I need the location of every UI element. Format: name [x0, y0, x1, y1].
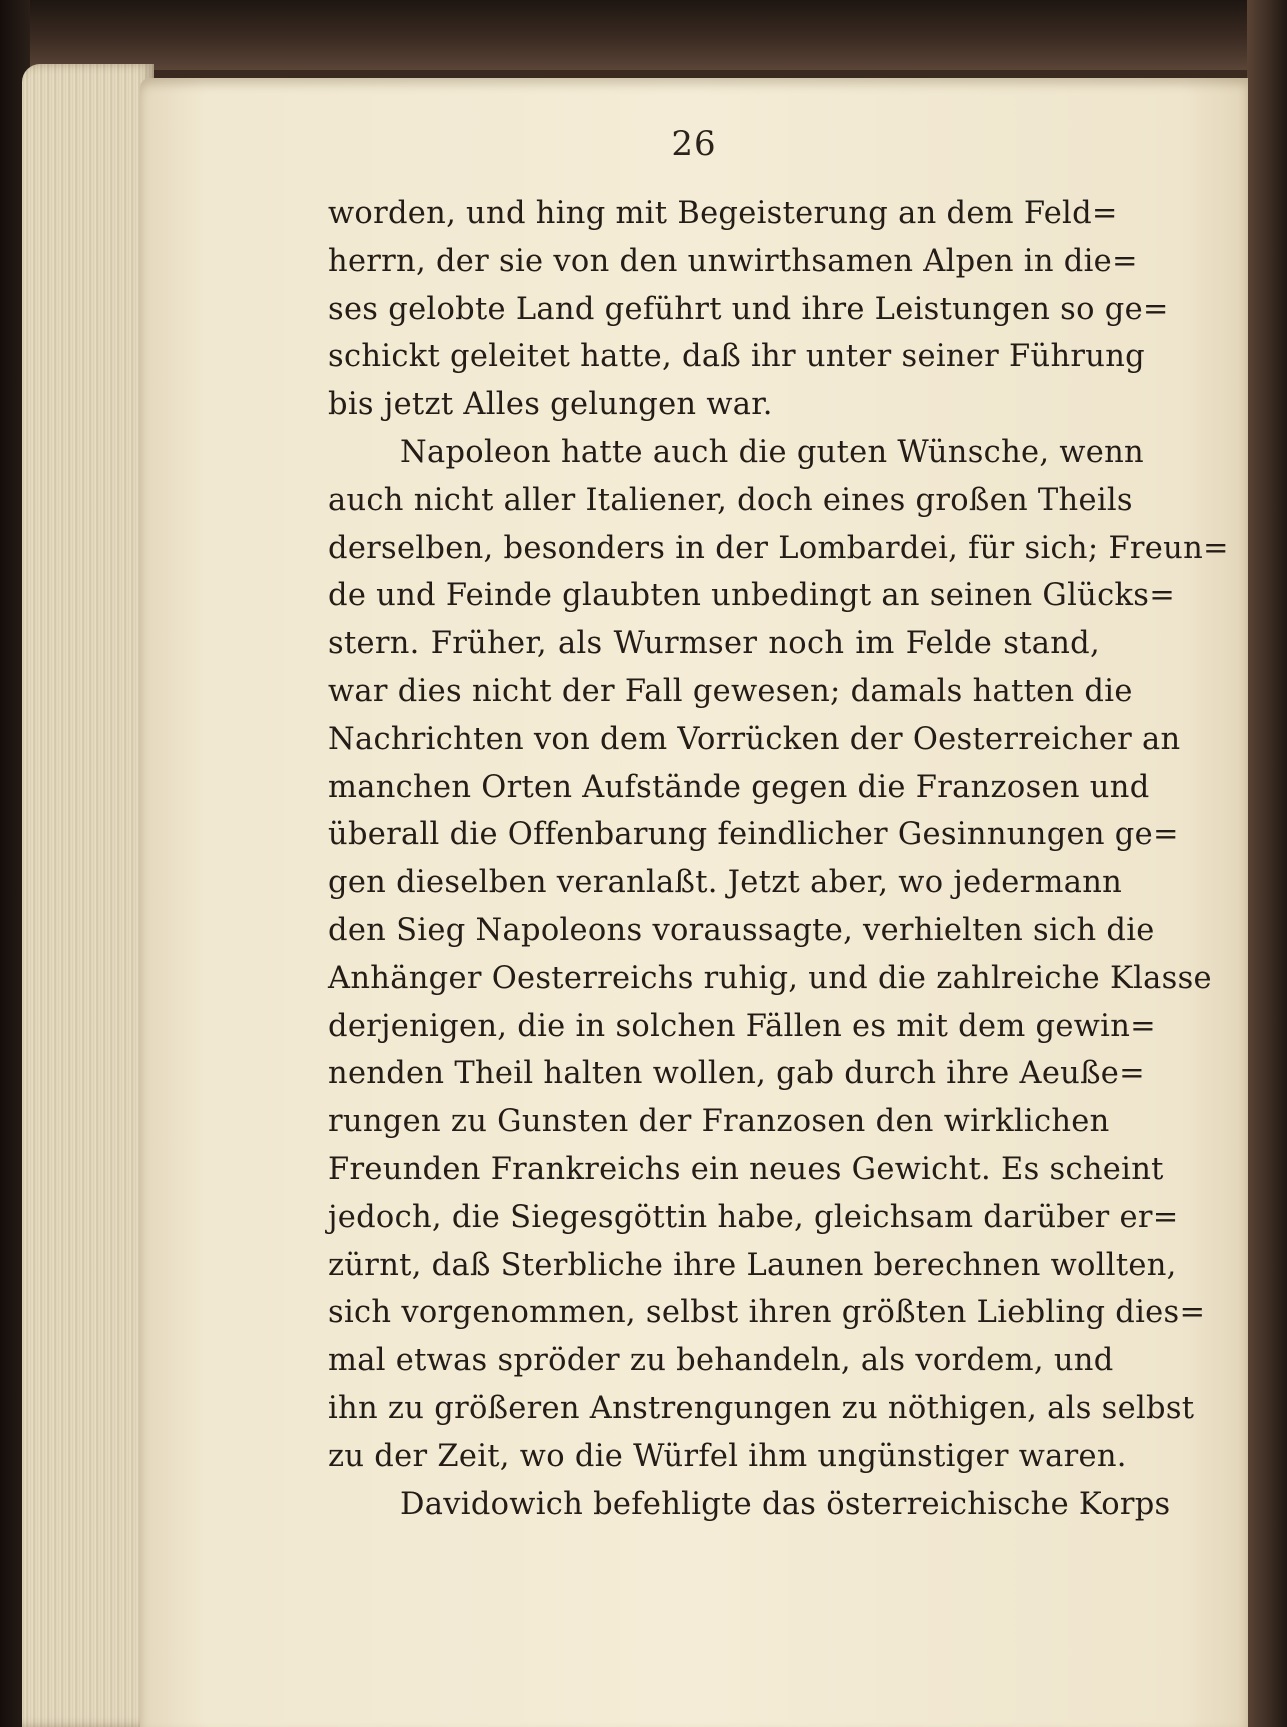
text-line: derselben, besonders in der Lombardei, für sich; Freun=: [328, 530, 1229, 566]
text-line: stern. Früher, als Wurmser noch im Felde stand,: [328, 626, 1100, 662]
text-line: zürnt, daß Sterbliche ihre Launen berechnen wollten,: [328, 1247, 1177, 1283]
text-line: den Sieg Napoleons voraussagte, verhielten sich die: [328, 912, 1155, 948]
text-line: Napoleon hatte auch die guten Wünsche, wenn: [400, 434, 1144, 470]
text-line: mal etwas spröder zu behandeln, als vordem, und: [328, 1343, 1114, 1379]
book-cover-top: [0, 0, 1287, 70]
text-line: sich vorgenommen, selbst ihren größten Liebling dies=: [328, 1295, 1206, 1331]
text-line: nenden Theil halten wollen, gab durch ihre Aeuße=: [328, 1056, 1145, 1092]
text-line: de und Feinde glaubten unbedingt an seinen Glücks=: [328, 578, 1176, 614]
page-edges: [22, 64, 154, 1727]
text-line: Davidowich befehligte das österreichische Korps: [400, 1486, 1171, 1522]
text-line: überall die Offenbarung feindlicher Gesinnungen ge=: [328, 817, 1179, 853]
text-line: ses gelobte Land geführt und ihre Leistungen so ge=: [328, 291, 1169, 327]
book-page: [140, 78, 1248, 1727]
text-line: derjenigen, die in solchen Fällen es mit dem gewin=: [328, 1008, 1156, 1044]
book-cover-right: [1247, 0, 1287, 1727]
text-line: rungen zu Gunsten der Franzosen den wirklichen: [328, 1104, 1110, 1140]
text-line: war dies nicht der Fall gewesen; damals hatten die: [328, 673, 1133, 709]
text-line: worden, und hing mit Begeisterung an dem Feld=: [328, 196, 1118, 231]
page-number: 26: [671, 124, 717, 164]
text-line: ihn zu größeren Anstrengungen zu nöthigen, als selbst: [328, 1390, 1195, 1426]
body-text: [328, 190, 1229, 1528]
text-line: bis jetzt Alles gelungen war.: [328, 387, 773, 423]
text-line: jedoch, die Siegesgöttin habe, gleichsam darüber er=: [328, 1199, 1179, 1235]
text-line: gen dieselben veranlaßt. Jetzt aber, wo jedermann: [328, 865, 1123, 901]
text-line: auch nicht aller Italiener, doch eines großen Theils: [328, 482, 1133, 518]
text-line: herrn, der sie von den unwirthsamen Alpen in die=: [328, 243, 1138, 279]
text-line: Anhänger Oesterreichs ruhig, und die zahlreiche Klasse: [328, 960, 1212, 996]
text-line: manchen Orten Aufstände gegen die Franzosen und: [328, 769, 1150, 805]
text-line: zu der Zeit, wo die Würfel ihm ungünstiger waren.: [328, 1438, 1127, 1474]
text-line: Nachrichten von dem Vorrücken der Oesterreicher an: [328, 721, 1181, 757]
text-line: schickt geleitet hatte, daß ihr unter seiner Führung: [328, 339, 1145, 375]
text-line: Freunden Frankreichs ein neues Gewicht. Es scheint: [328, 1151, 1164, 1187]
